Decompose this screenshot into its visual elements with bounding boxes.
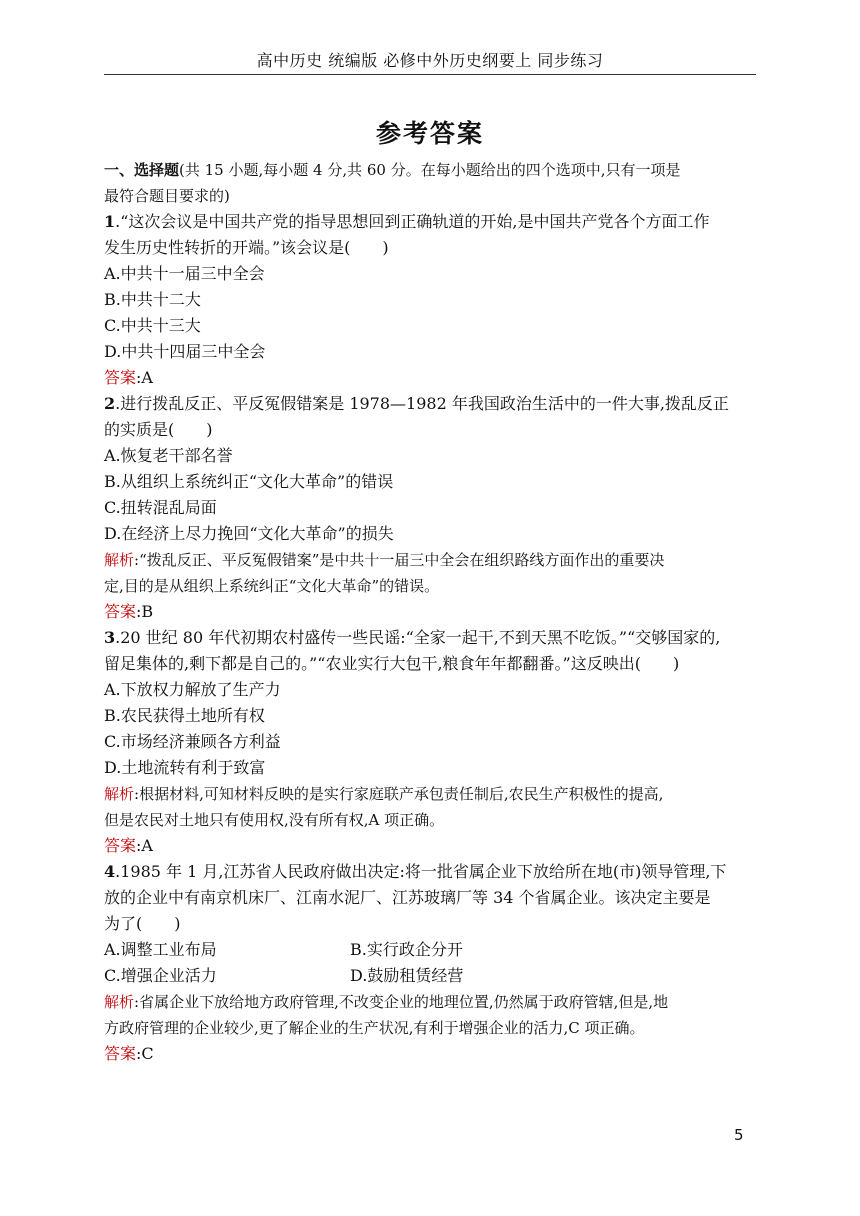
analysis-line: 但是农民对土地只有使用权,没有所有权,A 项正确。 — [104, 811, 445, 829]
question-2 — [104, 391, 756, 625]
analysis-line — [104, 781, 756, 807]
analysis-line: 定,目的是从组织上系统纠正“文化大革命”的错误。 — [104, 577, 440, 595]
question-number: 4 — [104, 862, 116, 881]
section-title: 一、选择题 — [104, 161, 180, 179]
option-b: B.中共十二大 — [104, 290, 201, 309]
question-stem-line: 的实质是( ) — [104, 420, 213, 439]
analysis-line: 方政府管理的企业较少,更了解企业的生产状况,有利于增强企业的活力,C 项正确。 — [104, 1019, 645, 1037]
running-header: 高中历史 统编版 必修中外历史纲要上 同步练习 — [256, 51, 604, 70]
question-stem-line — [104, 625, 756, 651]
page-number: 5 — [734, 1126, 744, 1144]
option-row — [104, 963, 756, 989]
answer-value: :A — [136, 368, 153, 387]
question-stem-line — [104, 391, 756, 417]
question-4 — [104, 859, 756, 1067]
option-c: C.增强企业活力 — [104, 966, 217, 985]
question-stem-line: 为了( ) — [104, 914, 181, 933]
option-row — [104, 937, 756, 963]
answer-line — [104, 599, 756, 625]
header-rule — [104, 74, 756, 75]
option-b: B.农民获得土地所有权 — [104, 706, 265, 725]
answer-label: 答案 — [104, 1044, 137, 1063]
analysis-label: 解析 — [104, 993, 135, 1011]
question-stem-line — [104, 209, 756, 235]
answer-line — [104, 1041, 756, 1067]
analysis-text: :“拨乱反正、平反冤假错案”是中共十一届三中全会在组织路线方面作出的重要决 — [134, 551, 665, 569]
question-number: 1 — [104, 212, 116, 231]
question-stem-line: 放的企业中有南京机床厂、江南水泥厂、江苏玻璃厂等 34 个省属企业。该决定主要是 — [104, 888, 711, 907]
answer-value: :C — [136, 1044, 154, 1063]
analysis-line — [104, 547, 756, 573]
question-text: .“这次会议是中国共产党的指导思想回到正确轨道的开始,是中国共产党各个方面工作 — [115, 212, 710, 231]
analysis-text: :根据材料,可知材料反映的是实行家庭联产承包责任制后,农民生产积极性的提高, — [134, 785, 664, 803]
option-a: A.恢复老干部名誉 — [104, 446, 233, 465]
option-a: A.中共十一届三中全会 — [104, 264, 265, 283]
question-number: 3 — [104, 628, 116, 647]
option-d: D.在经济上尽力挽回“文化大革命”的损失 — [104, 524, 394, 543]
question-3 — [104, 625, 756, 859]
analysis-label: 解析 — [104, 551, 135, 569]
question-stem-line — [104, 859, 756, 885]
option-b: B.实行政企分开 — [350, 940, 463, 959]
section-heading — [104, 157, 756, 183]
question-stem-line: 留足集体的,剩下都是自己的。”“农业实行大包干,粮食年年都翻番。”这反映出( ) — [104, 654, 680, 673]
option-c: C.中共十三大 — [104, 316, 201, 335]
answer-label: 答案 — [104, 836, 137, 855]
question-text: .进行拨乱反正、平反冤假错案是 1978—1982 年我国政治生活中的一件大事,拨乱反正 — [115, 394, 729, 413]
answer-line — [104, 833, 756, 859]
section-desc-line2: 最符合题目要求的) — [104, 187, 230, 205]
answer-content — [104, 157, 756, 1067]
question-1 — [104, 209, 756, 391]
answer-line — [104, 365, 756, 391]
analysis-text: :省属企业下放给地方政府管理,不改变企业的地理位置,仍然属于政府管辖,但是,地 — [134, 993, 669, 1011]
answer-label: 答案 — [104, 602, 137, 621]
question-number: 2 — [104, 394, 116, 413]
analysis-line — [104, 989, 756, 1015]
option-d: D.土地流转有利于致富 — [104, 758, 266, 777]
option-c: C.扭转混乱局面 — [104, 498, 217, 517]
option-d: D.鼓励租赁经营 — [350, 966, 464, 985]
option-d: D.中共十四届三中全会 — [104, 342, 266, 361]
analysis-label: 解析 — [104, 785, 135, 803]
option-a: A.下放权力解放了生产力 — [104, 680, 281, 699]
page-title: 参考答案 — [375, 119, 484, 148]
section-desc-line1: (共 15 小题,每小题 4 分,共 60 分。在每小题给出的四个选项中,只有一项是 — [179, 161, 681, 179]
answer-label: 答案 — [104, 368, 137, 387]
question-stem-line: 发生历史性转折的开端。”该会议是( ) — [104, 238, 389, 257]
question-text: .20 世纪 80 年代初期农村盛传一些民谣:“全家一起干,不到天黑不吃饭。”“交够国家的, — [115, 628, 721, 647]
option-b: B.从组织上系统纠正“文化大革命”的错误 — [104, 472, 394, 491]
option-c: C.市场经济兼顾各方利益 — [104, 732, 281, 751]
answer-value: :B — [136, 602, 154, 621]
answer-value: :A — [136, 836, 153, 855]
option-a: A.调整工业布局 — [104, 940, 217, 959]
question-text: .1985 年 1 月,江苏省人民政府做出决定:将一批省属企业下放给所在地(市)领导管理,下 — [115, 862, 727, 881]
